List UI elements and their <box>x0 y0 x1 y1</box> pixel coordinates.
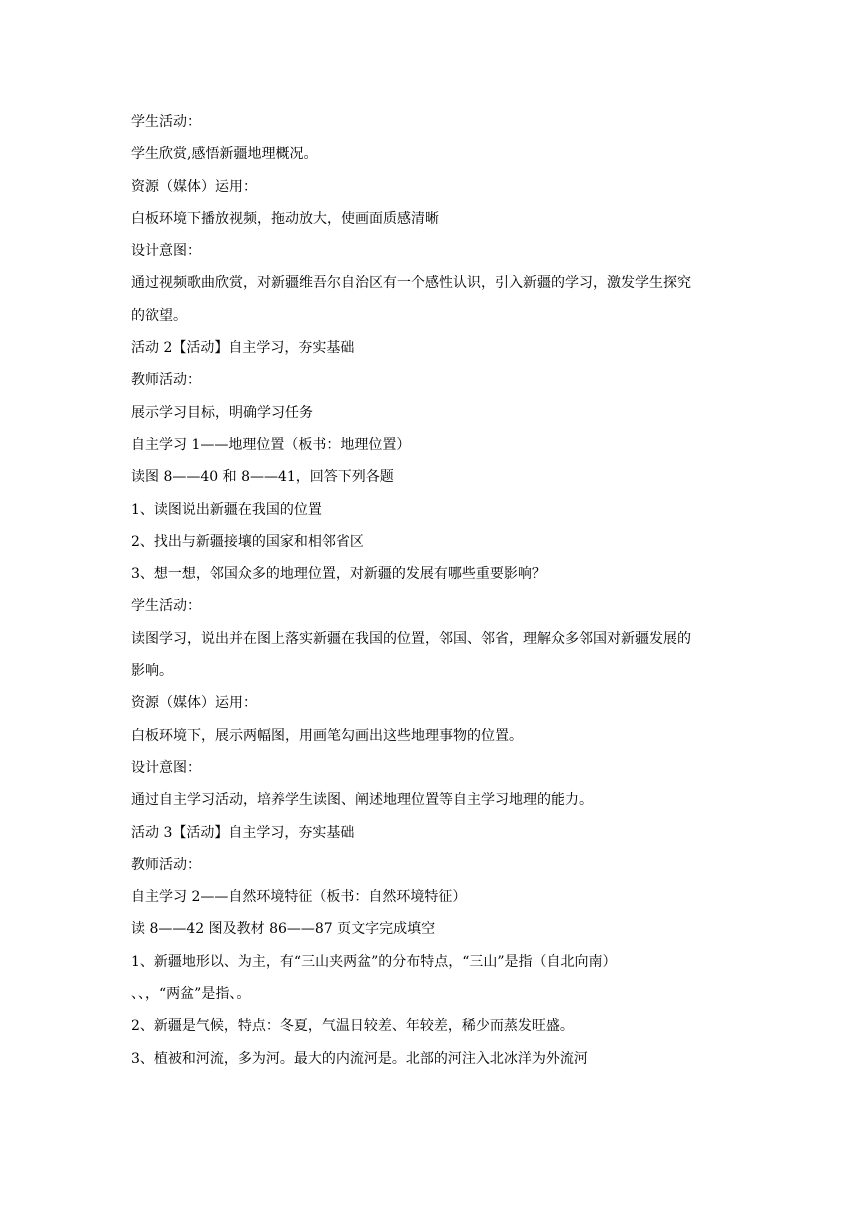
section-label-teacher-activity: 教师活动： <box>131 372 201 389</box>
document-body <box>131 106 731 1075</box>
paragraph: 白板环境下播放视频，拖动放大，使画面质感清晰 <box>131 210 439 227</box>
section-label-student-activity: 学生活动： <box>131 114 201 130</box>
section-label-design-intent: 设计意图： <box>131 759 201 776</box>
paragraph: 展示学习目标，明确学习任务 <box>131 404 313 421</box>
paragraph: 读 8——42 图及教材 86——87 页文字完成填空 <box>131 921 436 938</box>
section-label-design-intent: 设计意图： <box>131 243 201 260</box>
paragraph: 读图学习，说出并在图上落实新疆在我国的位置，邻国、邻省，理解众多邻国对新疆发展的 <box>131 630 691 647</box>
activity-heading-3: 活动 3【活动】自主学习，夯实基础 <box>131 824 355 841</box>
paragraph-continuation: 的欲望。 <box>131 307 187 324</box>
fill-blank-item-1-continuation: 、、，“两盆”是指、。 <box>131 986 251 1003</box>
paragraph: 学生欣赏,感悟新疆地理概况。 <box>131 146 318 163</box>
fill-blank-item-2: 2、新疆是气候，特点：冬夏，气温日较差、年较差，稀少而蒸发旺盛。 <box>131 1018 574 1035</box>
question-item-1: 1、读图说出新疆在我国的位置 <box>131 501 322 518</box>
paragraph: 通过视频歌曲欣赏，对新疆维吾尔自治区有一个感性认识，引入新疆的学习，激发学生探究 <box>131 275 691 292</box>
paragraph: 通过自主学习活动，培养学生读图、阐述地理位置等自主学习地理的能力。 <box>131 792 593 809</box>
self-study-heading-2: 自主学习 2——自然环境特征（板书：自然环境特征） <box>131 889 467 906</box>
activity-heading-2: 活动 2【活动】自主学习，夯实基础 <box>131 340 355 357</box>
question-item-3: 3、想一想，邻国众多的地理位置，对新疆的发展有哪些重要影响？ <box>131 566 546 583</box>
self-study-heading-1: 自主学习 1——地理位置（板书：地理位置） <box>131 436 411 453</box>
paragraph: 白板环境下，展示两幅图，用画笔勾画出这些地理事物的位置。 <box>131 727 523 744</box>
question-item-2: 2、找出与新疆接壤的国家和相邻省区 <box>131 533 364 550</box>
section-label-teacher-activity: 教师活动： <box>131 856 201 873</box>
section-label-student-activity: 学生活动： <box>131 598 201 615</box>
paragraph: 读图 8——40 和 8——41，回答下列各题 <box>131 469 394 486</box>
section-label-media: 资源（媒体）运用： <box>131 695 257 712</box>
fill-blank-item-1: 1、新疆地形以、为主，有“三山夹两盆”的分布特点，“三山”是指（自北向南） <box>131 953 617 970</box>
fill-blank-item-3: 3、植被和河流，多为河。最大的内流河是。北部的河注入北冰洋为外流河 <box>131 1050 588 1067</box>
paragraph-continuation: 影响。 <box>131 663 173 680</box>
section-label-media: 资源（媒体）运用： <box>131 178 257 195</box>
